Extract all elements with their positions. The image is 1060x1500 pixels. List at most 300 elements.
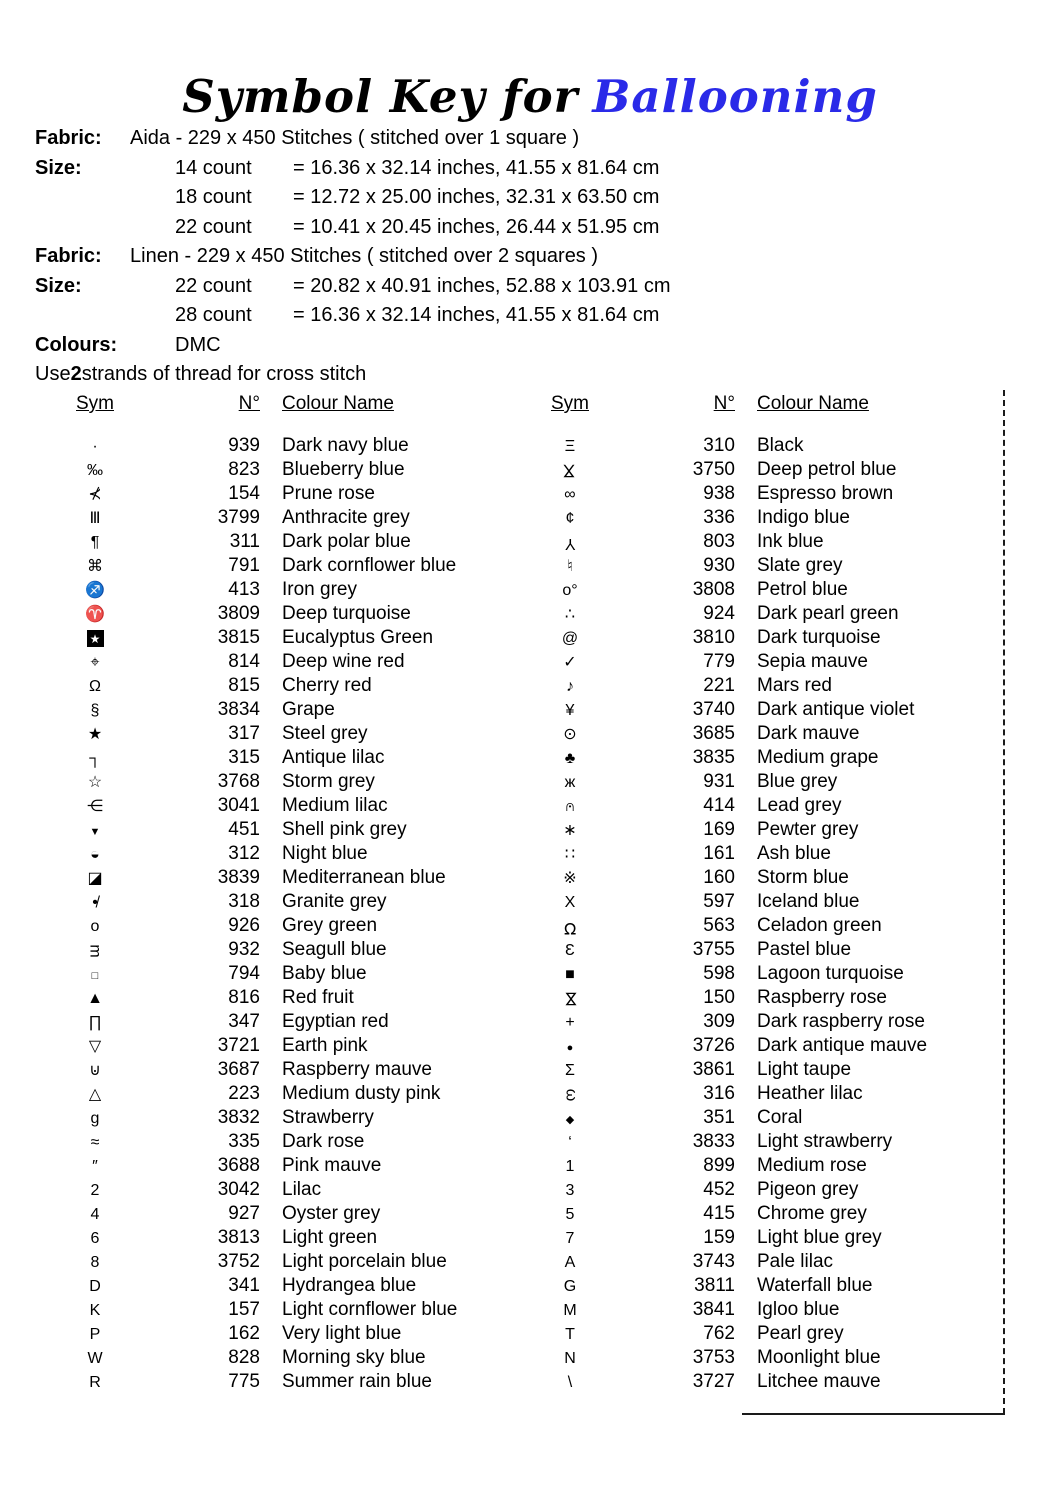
dmc-number-cell: 3813	[217, 1227, 260, 1248]
colour-name-cell: Light strawberry	[757, 1131, 893, 1152]
symbol-cell	[60, 699, 130, 721]
symbol-row	[60, 1154, 505, 1178]
dmc-number-cell: 309	[703, 1011, 735, 1032]
stitch-symbol: 5	[565, 1206, 575, 1223]
stitch-count: DMC	[175, 333, 221, 356]
symbol-row	[535, 674, 980, 698]
stitch-symbol: +	[565, 1014, 575, 1031]
colour-name-cell: Prune rose	[282, 483, 375, 504]
page-divider-vertical-dashed	[1003, 390, 1005, 1414]
dmc-number-cell: 223	[228, 1083, 260, 1104]
dmc-number-cell: 598	[703, 963, 735, 984]
dmc-number-cell: 803	[703, 531, 735, 552]
colour-name-cell: Celadon green	[757, 915, 882, 936]
stitch-symbol: ■	[565, 966, 575, 983]
dmc-number-cell: 779	[703, 651, 735, 672]
symbol-cell	[60, 651, 130, 673]
dmc-number-cell: 162	[228, 1323, 260, 1344]
colour-name-cell: Lilac	[282, 1179, 322, 1200]
symbol-cell	[60, 1227, 130, 1249]
colour-name-cell: Litchee mauve	[757, 1371, 881, 1392]
dmc-number-cell: 159	[703, 1227, 735, 1248]
num-header-cell	[130, 393, 260, 415]
dmc-number-cell: 3727	[692, 1371, 735, 1392]
stitch-symbol: ◆	[565, 1114, 575, 1126]
symbol-row	[535, 530, 980, 554]
symbol-row	[535, 602, 980, 626]
colour-name-cell: Lagoon turquoise	[757, 963, 904, 984]
key-column	[60, 392, 505, 1394]
stitch-symbol: ω	[562, 1088, 579, 1102]
symbol-row	[60, 794, 505, 818]
stitch-symbol: ⊍	[89, 1062, 101, 1079]
dmc-number-cell: 3743	[692, 1251, 735, 1272]
colour-name-cell: Medium dusty pink	[282, 1083, 441, 1104]
stitch-symbol: •̸	[92, 894, 98, 911]
dmc-number-cell: 3841	[692, 1299, 735, 1320]
symbol-cell	[535, 963, 605, 985]
dmc-number-cell: 316	[703, 1083, 735, 1104]
colour-name-cell: Slate grey	[757, 555, 843, 576]
colour-name-cell: Light porcelain blue	[282, 1251, 447, 1272]
page-title	[0, 70, 1060, 123]
dmc-number-cell: 3755	[692, 939, 735, 960]
dmc-number-cell: 452	[703, 1179, 735, 1200]
page-divider-horizontal	[742, 1413, 1005, 1415]
stitch-symbol: §	[90, 702, 100, 719]
symbol-row	[535, 914, 980, 938]
rows-container	[60, 434, 505, 1394]
symbol-cell	[535, 651, 605, 673]
symbol-row	[60, 1082, 505, 1106]
symbol-row	[535, 458, 980, 482]
colour-name-cell: Lead grey	[757, 795, 842, 816]
colour-name-cell: Egyptian red	[282, 1011, 389, 1032]
colour-name-cell: Raspberry rose	[757, 987, 887, 1008]
dmc-number-cell: 154	[228, 483, 260, 504]
symbol-cell	[535, 507, 605, 529]
colour-name-cell: Storm grey	[282, 771, 375, 792]
colour-name-cell: Shell pink grey	[282, 819, 407, 840]
dmc-number-cell: 791	[228, 555, 260, 576]
symbol-cell	[60, 555, 130, 577]
colour-name-cell: Medium rose	[757, 1155, 867, 1176]
sym-header: Sym	[551, 393, 589, 414]
colour-name-cell: Dark raspberry rose	[757, 1011, 925, 1032]
colour-name-cell: Mediterranean blue	[282, 867, 446, 888]
stitch-symbol: ∴	[564, 606, 576, 623]
stitch-symbol: Ξ	[564, 438, 576, 455]
stitch-symbol: ¢	[565, 510, 575, 527]
colour-name-cell: Ash blue	[757, 843, 831, 864]
symbol-row	[535, 554, 980, 578]
stitch-symbol: ∩ •	[564, 799, 576, 815]
symbol-row	[60, 1250, 505, 1274]
stitch-symbol: Ɛ	[565, 942, 575, 959]
symbol-row	[535, 938, 980, 962]
symbol-cell	[60, 579, 130, 601]
rows-container	[535, 434, 980, 1394]
stitch-symbol: g	[90, 1110, 100, 1127]
stitch-symbol: 6	[90, 1230, 100, 1247]
symbol-row	[535, 1202, 980, 1226]
symbol-row	[60, 746, 505, 770]
symbol-row	[60, 1106, 505, 1130]
symbol-row	[60, 458, 505, 482]
stitch-symbol: ∏	[88, 1014, 102, 1031]
stitch-symbol: Σ	[565, 1062, 575, 1079]
symbol-row	[60, 818, 505, 842]
symbol-cell	[60, 483, 130, 505]
colour-name-header-cell	[735, 393, 869, 415]
symbol-cell	[60, 675, 130, 697]
stitch-symbol: 8	[90, 1254, 100, 1271]
info-label: Colours:	[35, 333, 118, 356]
stitch-symbol: T	[565, 1326, 575, 1343]
dmc-number-cell: 3810	[692, 627, 735, 648]
dmc-number-cell: 311	[229, 531, 260, 552]
symbol-row	[60, 1298, 505, 1322]
symbol-cell	[535, 939, 605, 961]
column-header-row	[60, 392, 505, 416]
dmc-number-cell: 150	[703, 987, 735, 1008]
colour-name-cell: Morning sky blue	[282, 1347, 426, 1368]
stitch-symbol: \	[567, 1374, 573, 1391]
symbol-cell	[60, 867, 130, 889]
dmc-number-cell: 597	[703, 891, 735, 912]
dmc-number-cell: 3753	[692, 1347, 735, 1368]
symbol-row	[535, 818, 980, 842]
symbol-row	[535, 1250, 980, 1274]
info-line	[35, 124, 670, 154]
info-line	[35, 331, 670, 361]
symbol-cell	[60, 939, 130, 961]
colour-name-cell: Strawberry	[282, 1107, 374, 1128]
symbol-row	[535, 578, 980, 602]
symbol-row	[535, 650, 980, 674]
symbol-cell	[60, 963, 130, 985]
sym-header-cell	[60, 393, 130, 415]
stitch-symbol: N	[564, 1350, 576, 1367]
symbol-row	[60, 602, 505, 626]
stitch-symbol: K	[89, 1302, 101, 1319]
symbol-row	[535, 794, 980, 818]
num-header: N°	[713, 393, 735, 414]
colour-name-cell: Light green	[282, 1227, 378, 1248]
symbol-cell	[60, 531, 130, 553]
info-line	[35, 213, 670, 243]
colour-name-cell: Heather lilac	[757, 1083, 863, 1104]
symbol-row	[60, 1058, 505, 1082]
dmc-number-cell: 347	[228, 1011, 260, 1032]
info-line	[35, 301, 670, 331]
colour-name-cell: Moonlight blue	[757, 1347, 881, 1368]
dmc-number-cell: 930	[703, 555, 735, 576]
colour-name-cell: Chrome grey	[757, 1203, 867, 1224]
info-label	[35, 183, 130, 213]
dmc-number-cell: 3687	[217, 1059, 260, 1080]
colour-name-cell: Steel grey	[282, 723, 368, 744]
colour-name-cell: Deep petrol blue	[757, 459, 897, 480]
dmc-number-cell: 3811	[694, 1275, 735, 1296]
colour-name-cell: Night blue	[282, 843, 368, 864]
stitch-symbol: 1	[565, 1158, 575, 1175]
colour-name-cell: Dark navy blue	[282, 435, 409, 456]
colour-name-cell: Light taupe	[757, 1059, 852, 1080]
dmc-number-cell: 939	[228, 435, 260, 456]
stitch-symbol: ⊀	[88, 486, 102, 503]
dmc-number-cell: 3768	[217, 771, 260, 792]
stitch-symbol: ″	[92, 1158, 98, 1175]
symbol-cell	[535, 1275, 605, 1297]
colour-name-cell: Igloo blue	[757, 1299, 840, 1320]
colour-name-cell: Dark mauve	[757, 723, 860, 744]
symbol-cell	[535, 915, 605, 937]
stitch-count: 22 count	[175, 274, 252, 297]
symbol-row	[60, 1322, 505, 1346]
stitch-symbol: o°	[562, 582, 578, 599]
symbol-cell	[535, 1323, 605, 1345]
symbol-cell	[535, 1347, 605, 1369]
stitch-symbol: o	[90, 918, 100, 935]
symbol-cell	[60, 459, 130, 481]
dmc-number-cell: 899	[703, 1155, 735, 1176]
symbol-cell	[60, 1203, 130, 1225]
colour-name-cell: Light cornflower blue	[282, 1299, 458, 1320]
dmc-number-cell: 3752	[217, 1251, 260, 1272]
symbol-cell	[535, 819, 605, 841]
symbol-row	[60, 1034, 505, 1058]
info-label	[35, 301, 130, 331]
colour-name-cell: Seagull blue	[282, 939, 387, 960]
symbol-cell	[60, 627, 130, 649]
colour-name-cell: Summer rain blue	[282, 1371, 432, 1392]
dmc-number-cell: 794	[228, 963, 260, 984]
stitch-symbol: ℧	[563, 919, 577, 936]
stitch-symbol: Y	[564, 535, 576, 552]
symbol-row	[535, 1322, 980, 1346]
symbol-cell	[60, 1155, 130, 1177]
dmc-number-cell: 932	[228, 939, 260, 960]
symbol-row	[535, 1274, 980, 1298]
dmc-number-cell: 823	[228, 459, 260, 480]
stitch-symbol: 2	[90, 1182, 100, 1199]
colour-name-cell: Waterfall blue	[757, 1275, 873, 1296]
stitch-symbol: ◪	[87, 870, 103, 887]
stitch-symbol: ♐	[85, 582, 105, 599]
symbol-row	[60, 938, 505, 962]
colour-name-cell: Dark antique mauve	[757, 1035, 928, 1056]
symbol-row	[535, 698, 980, 722]
symbol-cell	[535, 1131, 605, 1153]
stitch-count: 28 count	[175, 304, 252, 326]
symbol-cell	[60, 1371, 130, 1393]
stitch-symbol: W	[87, 1350, 103, 1367]
symbol-cell	[535, 1083, 605, 1105]
symbol-cell	[60, 1107, 130, 1129]
symbol-row	[535, 434, 980, 458]
stitch-symbol: 7	[565, 1230, 575, 1247]
stitch-symbol: △	[88, 1086, 102, 1103]
stitch-symbol: ▲	[87, 990, 103, 1007]
title-main: Symbol Key for	[182, 70, 579, 123]
dmc-number-cell: 3833	[692, 1131, 735, 1152]
stitch-symbol: A	[564, 1254, 576, 1271]
stitch-symbol: ∞	[564, 486, 576, 503]
stitch-symbol: ★	[87, 726, 103, 743]
symbol-cell	[535, 1299, 605, 1321]
stitch-symbol: P	[89, 1326, 101, 1343]
dmc-number-cell: 775	[228, 1371, 260, 1392]
symbol-row	[535, 482, 980, 506]
symbol-row	[535, 1106, 980, 1130]
symbol-cell	[60, 747, 130, 769]
info-text: Linen - 229 x 450 Stitches ( stitched over 2 squares )	[130, 245, 599, 267]
size-dimensions: = 10.41 x 20.45 inches, 26.44 x 51.95 cm	[293, 215, 660, 238]
stitch-symbol: ж	[564, 774, 576, 791]
symbol-cell	[535, 603, 605, 625]
symbol-cell	[535, 1059, 605, 1081]
stitch-count: 22 count	[175, 215, 252, 238]
symbol-cell	[535, 555, 605, 577]
symbol-cell	[535, 579, 605, 601]
stitch-symbol: ☆	[87, 774, 103, 791]
symbol-row	[60, 1202, 505, 1226]
stitch-symbol: ⋈	[562, 991, 579, 1007]
info-line	[35, 272, 670, 302]
stitch-symbol: ♈	[85, 606, 105, 623]
symbol-row	[60, 842, 505, 866]
stitch-count: 14 count	[175, 156, 252, 179]
symbol-row	[535, 1370, 980, 1394]
symbol-row	[60, 986, 505, 1010]
stitch-symbol: ♣	[564, 750, 576, 767]
dmc-number-cell: 3839	[217, 867, 260, 888]
size-dimensions: = 16.36 x 32.14 inches, 41.55 x 81.64 cm	[293, 304, 660, 326]
dmc-number-cell: 312	[228, 843, 260, 864]
symbol-key-table	[60, 392, 1010, 1394]
info-label: Fabric:	[35, 245, 102, 267]
symbol-row	[60, 698, 505, 722]
symbol-row	[60, 554, 505, 578]
symbol-row	[535, 962, 980, 986]
strands-note	[35, 360, 670, 390]
colour-name-cell: Indigo blue	[757, 507, 850, 528]
symbol-row	[535, 1010, 980, 1034]
stitch-symbol: @	[561, 630, 579, 647]
size-dimensions: = 12.72 x 25.00 inches, 32.31 x 63.50 cm	[293, 186, 660, 208]
dmc-number-cell: 3726	[692, 1035, 735, 1056]
symbol-row	[60, 1226, 505, 1250]
stitch-symbol: ◒	[90, 846, 100, 863]
colour-name-cell: Iceland blue	[757, 891, 860, 912]
colour-name-cell: Medium grape	[757, 747, 879, 768]
info-label	[35, 213, 130, 243]
symbol-cell	[60, 723, 130, 745]
colour-name-cell: Sepia mauve	[757, 651, 868, 672]
stitch-symbol: M	[563, 1302, 577, 1319]
symbol-cell	[60, 819, 130, 841]
symbol-row	[535, 890, 980, 914]
colour-name-cell: Red fruit	[282, 987, 354, 1008]
symbol-row	[60, 674, 505, 698]
colour-name-cell: Oyster grey	[282, 1203, 381, 1224]
colour-name-cell: Pink mauve	[282, 1155, 382, 1176]
colour-name-cell: Anthracite grey	[282, 507, 410, 528]
dmc-number-cell: 414	[703, 795, 735, 816]
dmc-number-cell: 451	[228, 819, 260, 840]
stitch-symbol: 4	[90, 1206, 100, 1223]
dmc-number-cell: 762	[703, 1323, 735, 1344]
colour-name-cell: Raspberry mauve	[282, 1059, 432, 1080]
dmc-number-cell: 341	[228, 1275, 260, 1296]
colour-name-cell: Mars red	[757, 675, 832, 696]
symbol-row	[60, 626, 505, 650]
stitch-symbol: ⋉	[561, 463, 578, 479]
stitch-symbol: ♪	[566, 678, 574, 695]
symbol-cell	[535, 675, 605, 697]
dmc-number-cell: 3809	[217, 603, 260, 624]
symbol-row	[535, 842, 980, 866]
stitch-symbol: ★	[87, 630, 104, 647]
symbol-row	[60, 1130, 505, 1154]
dmc-number-cell: 3721	[217, 1035, 260, 1056]
symbol-row	[535, 1178, 980, 1202]
stitch-symbol: Ⅲ	[89, 510, 101, 527]
symbol-cell	[60, 1083, 130, 1105]
dmc-number-cell: 317	[228, 723, 260, 744]
colour-name-cell: Blueberry blue	[282, 459, 405, 480]
symbol-row	[535, 770, 980, 794]
symbol-cell	[60, 1131, 130, 1153]
dmc-number-cell: 926	[228, 915, 260, 936]
size-dimensions: = 16.36 x 32.14 inches, 41.55 x 81.64 cm	[293, 156, 660, 179]
dmc-number-cell: 3685	[692, 723, 735, 744]
column-header-row	[535, 392, 980, 416]
dmc-number-cell: 415	[703, 1203, 735, 1224]
info-label: Size:	[35, 274, 82, 297]
dmc-number-cell: 938	[703, 483, 735, 504]
colour-name-cell: Cherry red	[282, 675, 372, 696]
colour-name-cell: Coral	[757, 1107, 803, 1128]
colour-name-cell: Dark turquoise	[757, 627, 881, 648]
colour-name-cell: Pastel blue	[757, 939, 852, 960]
symbol-row	[535, 986, 980, 1010]
symbol-row	[60, 506, 505, 530]
fabric-info-block	[35, 124, 670, 390]
stitch-symbol: ¶	[90, 534, 100, 551]
symbol-row	[535, 626, 980, 650]
info-line	[35, 154, 670, 184]
stitch-symbol: ♮	[567, 558, 573, 575]
sym-header-cell	[535, 393, 605, 415]
colour-name-cell: Ink blue	[757, 531, 824, 552]
dmc-number-cell: 814	[228, 651, 260, 672]
symbol-cell	[60, 1011, 130, 1033]
symbol-cell	[535, 627, 605, 649]
colour-name-cell: Medium lilac	[282, 795, 388, 816]
dmc-number-cell: 931	[703, 771, 735, 792]
stitch-symbol: m	[86, 944, 104, 958]
symbol-cell	[535, 747, 605, 769]
dmc-number-cell: 3815	[217, 627, 260, 648]
symbol-row	[60, 530, 505, 554]
stitch-symbol: ※	[563, 870, 577, 887]
dmc-number-cell: 221	[703, 675, 735, 696]
stitch-symbol: R	[89, 1374, 101, 1391]
colour-name-cell: Petrol blue	[757, 579, 848, 600]
stitch-symbol: D	[89, 1278, 101, 1295]
